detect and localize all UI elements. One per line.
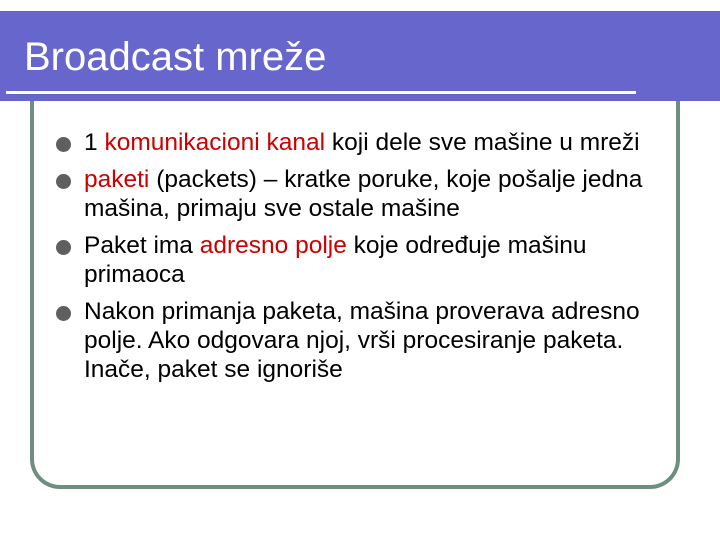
bullet-item-2 — [56, 165, 666, 223]
bullet-text-segment: 1 — [84, 129, 105, 156]
bullet-text-segment: koje određuje mašinu primaoca — [84, 232, 587, 288]
bullet-highlight-segment: adresno polje — [199, 232, 347, 259]
bullet-dot-icon — [56, 240, 71, 255]
bullet-dot-icon — [56, 306, 71, 321]
bullet-dot-icon — [56, 137, 71, 152]
bullet-item-3 — [56, 231, 666, 289]
bullet-text-segment: (packets) – kratke poruke, koje pošalje jedna mašina, primaju sve ostale mašine — [84, 166, 643, 222]
bullet-text-segment: Nakon primanja paketa, mašina proverava adresno polje. Ako odgovara njoj, vrši procesiranje paketa. Inače, paket se ignoriše — [84, 298, 640, 383]
title-underline — [6, 91, 636, 94]
bullet-item-4 — [56, 297, 666, 384]
slide-title: Broadcast mreže — [24, 35, 327, 79]
bullet-text-segment: Paket ima — [84, 232, 200, 259]
bullet-highlight-segment: komunikacioni kanal — [104, 129, 326, 156]
bullet-list — [56, 128, 666, 392]
bullet-highlight-segment: paketi — [84, 166, 150, 193]
bullet-dot-icon — [56, 174, 71, 189]
bullet-text-segment: koji dele sve mašine u mreži — [325, 129, 640, 156]
bullet-item-1 — [56, 128, 666, 157]
